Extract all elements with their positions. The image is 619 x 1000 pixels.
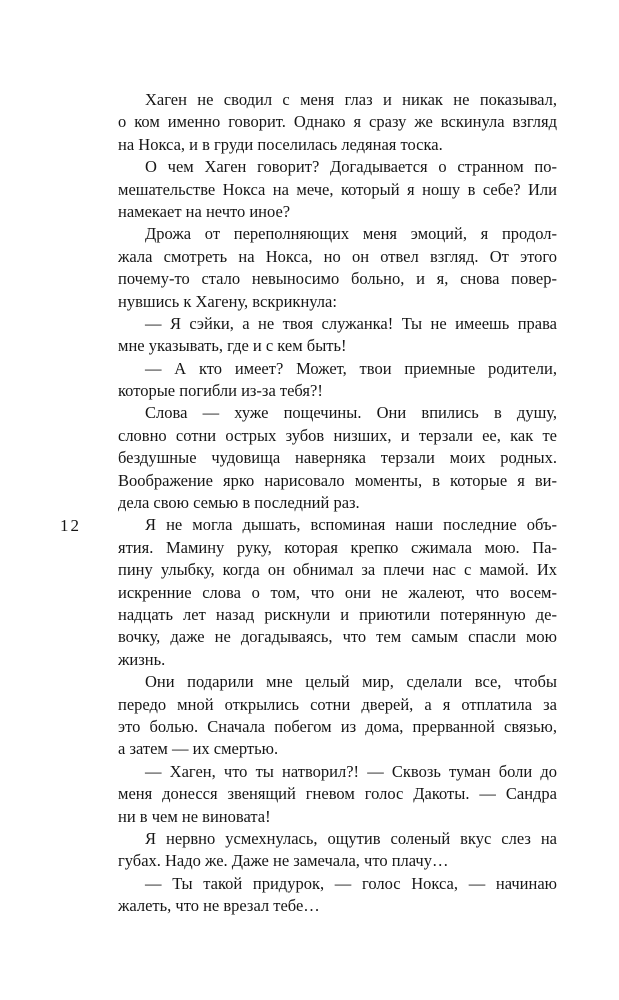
text-line: Дрожа от переполняющих меня эмоций, я продол- xyxy=(145,224,557,244)
text-line: мне указывать, где и с кем быть! xyxy=(118,336,347,356)
text-line: мешательстве Нокса на мече, который я ношу в себе? Или xyxy=(118,179,557,199)
text-line: нувшись к Хагену, вскрикнула: xyxy=(118,291,337,311)
text-line: Они подарили мне целый мир, сделали все, чтобы xyxy=(145,672,557,692)
text-line: надцать лет назад рискнули и приютили потерянную де- xyxy=(118,604,557,624)
text-line: — Хаген, что ты натворил?! — Сквозь туман боли до xyxy=(145,761,557,781)
text-line: Я не могла дышать, вспоминая наши последние объ- xyxy=(145,515,557,535)
text-line: дела свою семью в последний раз. xyxy=(118,493,360,513)
text-line: — А кто имеет? Может, твои приемные родители, xyxy=(145,358,557,378)
text-line: — Я сэйки, а не твоя служанка! Ты не имеешь права xyxy=(145,313,557,333)
text-line: которые погибли из-за тебя?! xyxy=(118,381,323,401)
text-line: это болью. Сначала побегом из дома, прерванной связью, xyxy=(118,716,557,736)
text-line: словно сотни острых зубов низших, и терзали ее, как те xyxy=(118,425,557,445)
text-line: бездушные чудовища наверняка терзали моих родных. xyxy=(118,448,557,468)
text-line: жалеть, что не врезал тебе… xyxy=(118,896,320,916)
text-line: о ком именно говорит. Однако я сразу же вскинула взгляд xyxy=(118,112,557,132)
text-line: а затем — их смертью. xyxy=(118,739,279,759)
text-line: вочку, даже не догадываясь, что тем самым спасли мою xyxy=(118,627,557,647)
text-line: Слова — хуже пощечины. Они впились в душу, xyxy=(145,403,557,423)
text-line: ни в чем не виновата! xyxy=(118,806,271,826)
text-line: Воображение ярко нарисовало моменты, в которые я ви- xyxy=(118,470,557,490)
text-line: Хаген не сводил с меня глаз и никак не показывал, xyxy=(145,90,557,109)
text-line: ятия. Мамину руку, которая крепко сжимала мою. Па- xyxy=(118,537,557,557)
text-line: передо мной открылись сотни дверей, а я отплатила за xyxy=(118,694,557,714)
text-line: меня донесся звенящий гневом голос Дакоты. — Сандра xyxy=(118,784,557,804)
text-line: пину улыбку, когда он обнимал за плечи нас с мамой. Их xyxy=(118,560,557,580)
text-line: на Нокса, и в груди поселилась ледяная тоска. xyxy=(118,134,443,154)
text-line: жизнь. xyxy=(118,649,166,669)
text-line: О чем Хаген говорит? Догадывается о странном по- xyxy=(145,157,557,177)
text-line: жала смотреть на Нокса, но он отвел взгляд. От этого xyxy=(118,246,557,266)
text-line: губах. Надо же. Даже не замечала, что плачу… xyxy=(118,851,449,871)
text-line: почему-то стало невыносимо больно, и я, снова повер- xyxy=(118,269,557,289)
page-body xyxy=(60,89,557,917)
text-line: намекает на нечто иное? xyxy=(118,201,291,221)
page-number: 12 xyxy=(60,515,81,535)
text-line: Я нервно усмехнулась, ощутив соленый вкус слез на xyxy=(145,828,557,848)
text-line: — Ты такой придурок, — голос Нокса, — начинаю xyxy=(145,873,557,893)
text-line: искренние слова о том, что они не жалеют, что восем- xyxy=(118,582,557,602)
